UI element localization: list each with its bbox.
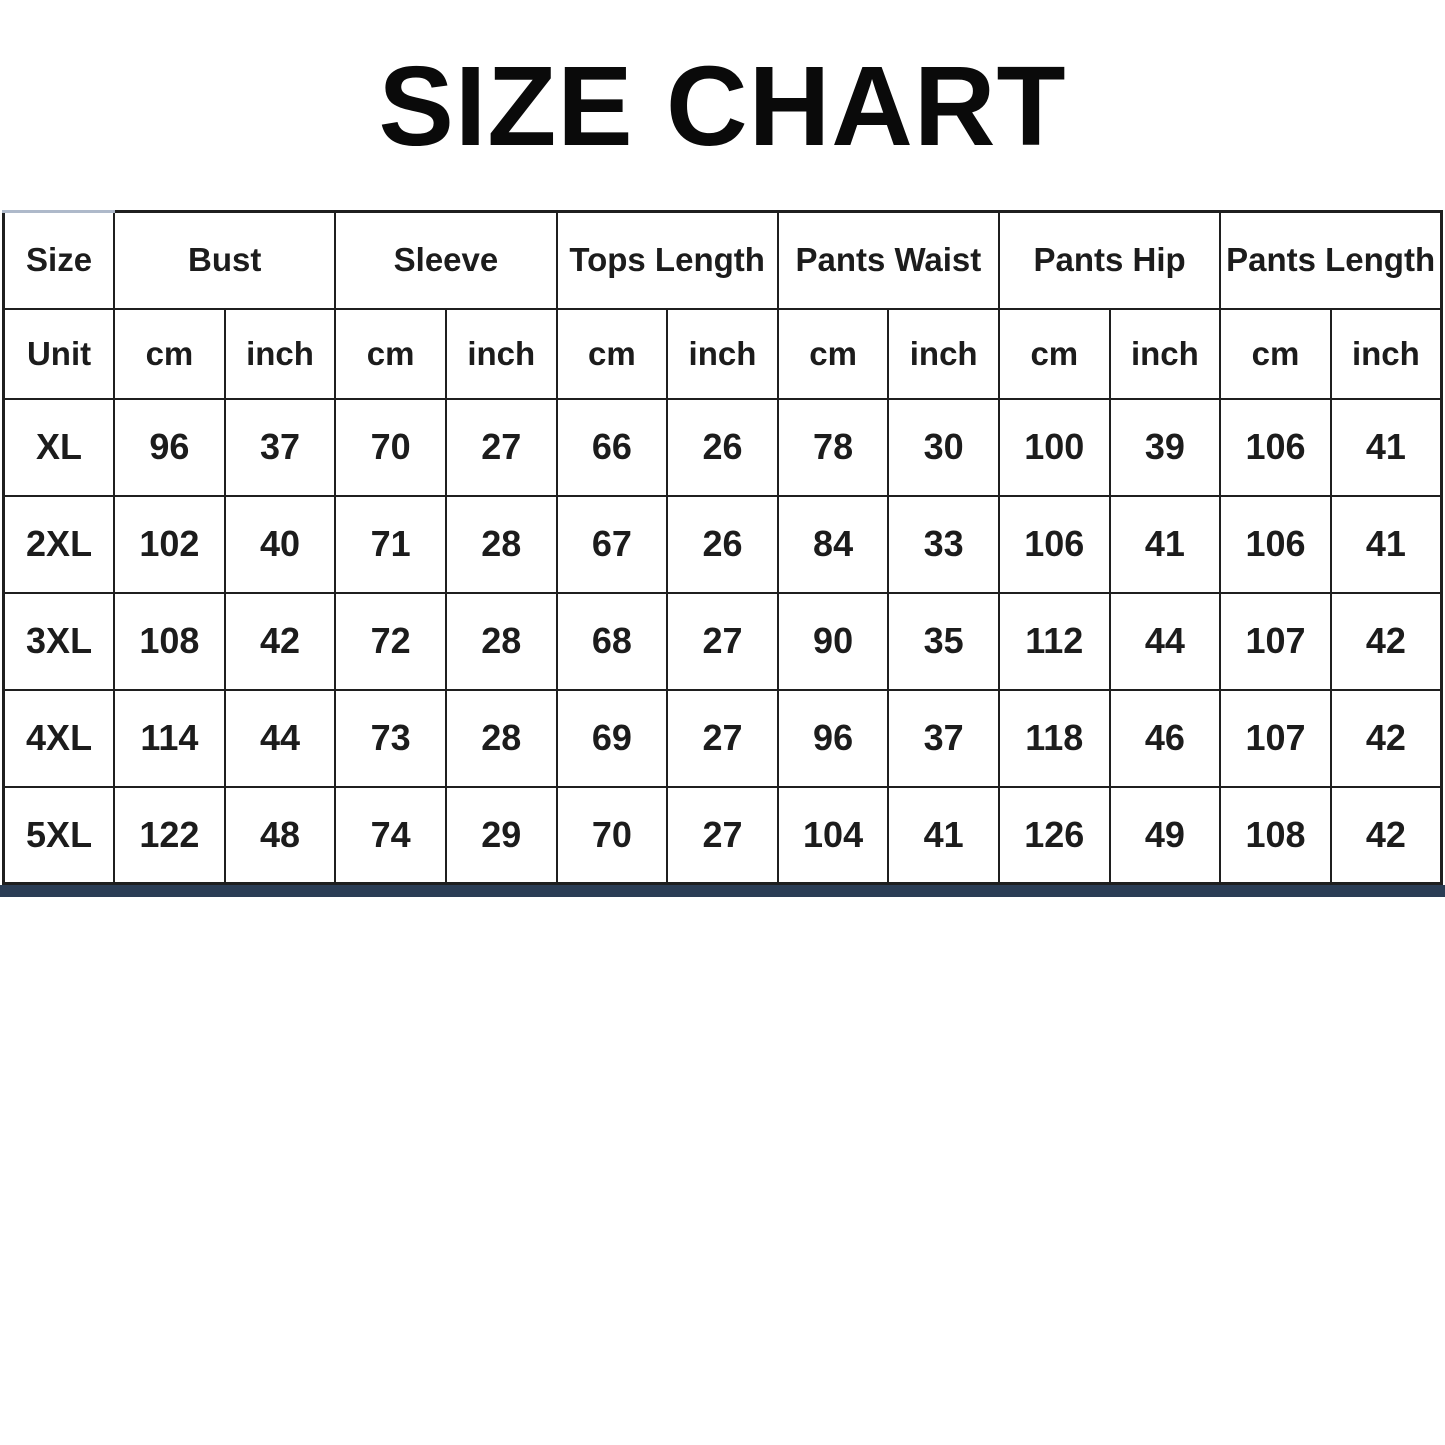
measurement-cell: 66	[557, 399, 668, 496]
page-title: SIZE CHART	[378, 43, 1067, 169]
unit-cell: cm	[557, 309, 668, 399]
unit-cell: cm	[114, 309, 225, 399]
measurement-cell: 27	[667, 593, 778, 690]
table-row-5xl	[4, 787, 1442, 884]
measurement-cell: 107	[1220, 690, 1331, 787]
unit-cell: cm	[335, 309, 446, 399]
measurement-cell: 35	[888, 593, 999, 690]
measurement-cell: 48	[225, 787, 336, 884]
measurement-cell: 46	[1110, 690, 1221, 787]
measurement-cell: 37	[225, 399, 336, 496]
measurement-cell: 26	[667, 399, 778, 496]
measurement-cell: 41	[1110, 496, 1221, 593]
measurement-cell: 42	[1331, 593, 1442, 690]
table-bottom-bar	[0, 885, 1445, 897]
measurement-cell: 73	[335, 690, 446, 787]
measurement-cell: 27	[667, 787, 778, 884]
measurement-cell: 29	[446, 787, 557, 884]
group-header-sleeve: Sleeve	[335, 212, 556, 309]
unit-cell: inch	[446, 309, 557, 399]
measurement-cell: 106	[999, 496, 1110, 593]
measurement-cell: 74	[335, 787, 446, 884]
header-row-groups	[4, 212, 1442, 309]
measurement-cell: 44	[1110, 593, 1221, 690]
measurement-cell: 69	[557, 690, 668, 787]
measurement-cell: 106	[1220, 496, 1331, 593]
group-header-bust: Bust	[114, 212, 335, 309]
measurement-cell: 102	[114, 496, 225, 593]
measurement-cell: 67	[557, 496, 668, 593]
measurement-cell: 49	[1110, 787, 1221, 884]
measurement-cell: 78	[778, 399, 889, 496]
measurement-cell: 27	[446, 399, 557, 496]
measurement-cell: 114	[114, 690, 225, 787]
measurement-cell: 90	[778, 593, 889, 690]
measurement-cell: 30	[888, 399, 999, 496]
unit-cell: inch	[888, 309, 999, 399]
measurement-cell: 112	[999, 593, 1110, 690]
measurement-cell: 122	[114, 787, 225, 884]
measurement-cell: 72	[335, 593, 446, 690]
table-row-4xl	[4, 690, 1442, 787]
unit-cell: cm	[999, 309, 1110, 399]
group-header-pants-waist: Pants Waist	[778, 212, 999, 309]
group-header-pants-length: Pants Length	[1220, 212, 1441, 309]
size-label-cell: 2XL	[4, 496, 115, 593]
measurement-cell: 42	[225, 593, 336, 690]
group-header-tops-length: Tops Length	[557, 212, 778, 309]
measurement-cell: 106	[1220, 399, 1331, 496]
size-label-cell: XL	[4, 399, 115, 496]
group-header-pants-hip: Pants Hip	[999, 212, 1220, 309]
measurement-cell: 42	[1331, 690, 1442, 787]
table-row-2xl	[4, 496, 1442, 593]
measurement-cell: 42	[1331, 787, 1442, 884]
measurement-cell: 126	[999, 787, 1110, 884]
unit-cell: inch	[225, 309, 336, 399]
measurement-cell: 26	[667, 496, 778, 593]
header-row-units	[4, 309, 1442, 399]
measurement-cell: 108	[1220, 787, 1331, 884]
unit-row-label: Unit	[4, 309, 115, 399]
measurement-cell: 71	[335, 496, 446, 593]
measurement-cell: 107	[1220, 593, 1331, 690]
measurement-cell: 41	[1331, 399, 1442, 496]
measurement-cell: 41	[888, 787, 999, 884]
measurement-cell: 68	[557, 593, 668, 690]
table-row-3xl	[4, 593, 1442, 690]
measurement-cell: 84	[778, 496, 889, 593]
unit-cell: cm	[1220, 309, 1331, 399]
measurement-cell: 44	[225, 690, 336, 787]
measurement-cell: 39	[1110, 399, 1221, 496]
measurement-cell: 28	[446, 690, 557, 787]
measurement-cell: 37	[888, 690, 999, 787]
size-label-cell: 4XL	[4, 690, 115, 787]
measurement-cell: 41	[1331, 496, 1442, 593]
measurement-cell: 70	[557, 787, 668, 884]
size-column-header: Size	[4, 212, 115, 309]
size-label-cell: 5XL	[4, 787, 115, 884]
measurement-cell: 70	[335, 399, 446, 496]
unit-cell: inch	[667, 309, 778, 399]
unit-cell: cm	[778, 309, 889, 399]
measurement-cell: 28	[446, 496, 557, 593]
measurement-cell: 27	[667, 690, 778, 787]
measurement-cell: 28	[446, 593, 557, 690]
measurement-cell: 40	[225, 496, 336, 593]
measurement-cell: 96	[114, 399, 225, 496]
measurement-cell: 118	[999, 690, 1110, 787]
size-label-cell: 3XL	[4, 593, 115, 690]
measurement-cell: 108	[114, 593, 225, 690]
measurement-cell: 100	[999, 399, 1110, 496]
measurement-cell: 33	[888, 496, 999, 593]
measurement-cell: 104	[778, 787, 889, 884]
unit-cell: inch	[1331, 309, 1442, 399]
table-row-xl	[4, 399, 1442, 496]
unit-cell: inch	[1110, 309, 1221, 399]
size-chart-table	[2, 210, 1443, 885]
measurement-cell: 96	[778, 690, 889, 787]
